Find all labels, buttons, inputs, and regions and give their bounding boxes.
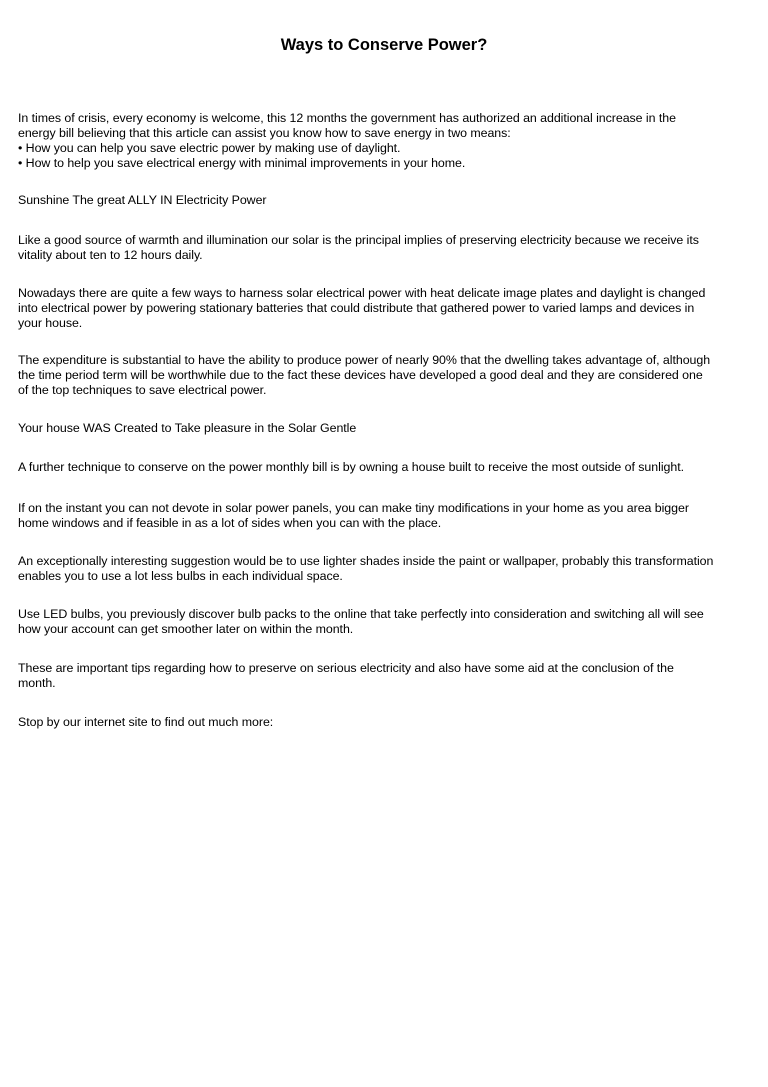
paragraph-line: enables you to use a lot less bulbs in each individual space. (18, 569, 343, 583)
paragraph-visit (18, 715, 754, 730)
section-heading-sunshine (18, 193, 754, 208)
paragraph-line: A further technique to conserve on the power monthly bill is by owning a house built to receive the most outside of sunlight. (18, 460, 684, 474)
paragraph-line: Use LED bulbs, you previously discover bulb packs to the online that take perfectly into consideration and switching all will see (18, 607, 704, 621)
paragraph-line: home windows and if feasible in as a lot of sides when you can with the place. (18, 516, 442, 530)
paragraph-line: Nowadays there are quite a few ways to harness solar electrical power with heat delicate image plates and daylight is changed (18, 286, 706, 300)
bullet-item: • How you can help you save electric power by making use of daylight. (18, 141, 401, 155)
paragraph-led (18, 607, 754, 637)
paragraph-technique (18, 460, 754, 475)
intro-paragraph (18, 111, 754, 171)
paragraph-line: An exceptionally interesting suggestion would be to use lighter shades inside the paint or wallpaper, probably this transformation (18, 554, 714, 568)
paragraph-line: If on the instant you can not devote in solar power panels, you can make tiny modifications in your home as you area bigger (18, 501, 689, 515)
paragraph-line: month. (18, 676, 56, 690)
paragraph-panels (18, 501, 754, 531)
paragraph-line: of the top techniques to save electrical power. (18, 383, 267, 397)
paragraph-line: the time period term will be worthwhile due to the fact these devices have developed a good deal and they are considered one (18, 368, 703, 382)
paragraph-line: Stop by our internet site to find out much more: (18, 715, 274, 729)
paragraph-line: how your account can get smoother later on within the month. (18, 622, 354, 636)
paragraph-tips (18, 661, 754, 691)
section-heading-house (18, 421, 754, 436)
intro-line: energy bill believing that this article can assist you know how to save energy in two means: (18, 126, 511, 140)
page-title: Ways to Conserve Power? (280, 36, 488, 54)
paragraph-line: into electrical power by powering stationary batteries that could distribute that gathered power to varied lamps and devices in (18, 301, 695, 315)
paragraph-shades (18, 554, 754, 584)
paragraph-warmth (18, 233, 754, 263)
heading-text: Sunshine The great ALLY IN Electricity Power (18, 193, 267, 207)
paragraph-line: Like a good source of warmth and illumination our solar is the principal implies of preserving electricity because we receive its (18, 233, 699, 247)
bullet-item: • How to help you save electrical energy with minimal improvements in your home. (18, 156, 466, 170)
paragraph-line: The expenditure is substantial to have the ability to produce power of nearly 90% that the dwelling takes advantage of, although (18, 353, 711, 367)
paragraph-line: your house. (18, 316, 83, 330)
paragraph-nowadays (18, 286, 754, 331)
heading-text: Your house WAS Created to Take pleasure in the Solar Gentle (18, 421, 357, 435)
intro-line: In times of crisis, every economy is welcome, this 12 months the government has authorized an additional increase in the (18, 111, 676, 125)
paragraph-line: These are important tips regarding how to preserve on serious electricity and also have some aid at the conclusion of the (18, 661, 674, 675)
paragraph-expenditure (18, 353, 754, 398)
paragraph-line: vitality about ten to 12 hours daily. (18, 248, 203, 262)
